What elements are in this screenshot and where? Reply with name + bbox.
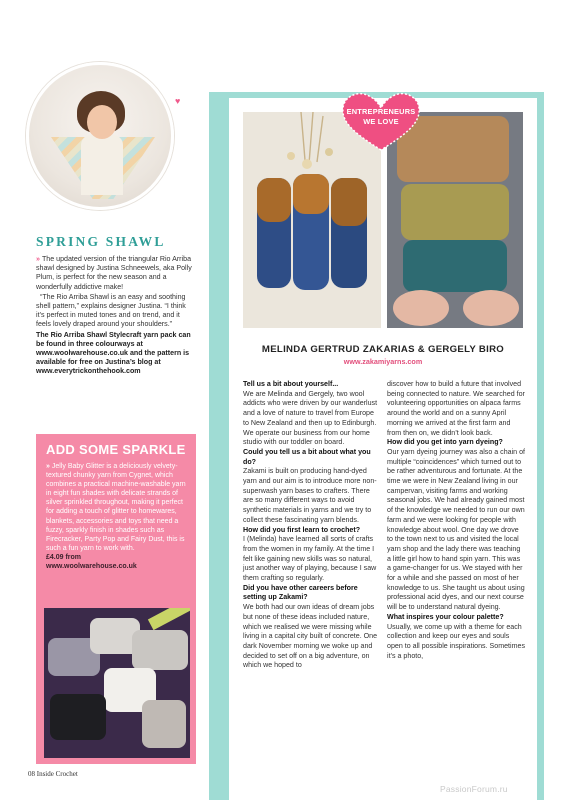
arrow-icon: » [36, 255, 40, 263]
watermark: PassionForum.ru [440, 784, 508, 794]
zakami-url: www.zakamiyarns.com [343, 357, 423, 366]
magazine-name: Inside Crochet [36, 770, 78, 778]
spring-shawl-text: » The updated version of the triangular Rio Arriba shawl designed by Justina Schneewels, aka Polly Plum, is perfect for the new season and a wonderfully addictive make! “The Rio Arriba Shawl is an easy and soothing shell pattern,” explains designer Justina. “I think it’s perfect in muted tones and on trend, and it feels lovely draped around your shoulders.” The Rio Arriba Shawl Stylecraft yarn pack can be found in three colourways at www.woolwarehouse.co.uk and the pattern is available for free on Justina’s blog at www.everytrickonthehook.com [36, 255, 196, 378]
interview-question: Did you have other careers before setting up Zakami? [243, 583, 358, 602]
interview-answer: We are Melinda and Gergely, two wool addicts who were driven by our wanderlust and a love of nature to travel from Europe to New Zealand and then up to Edinburgh. We operate our business from our home studio with our toddler on board. [243, 389, 378, 447]
spring-shawl-title: SPRING SHAWL [36, 234, 166, 249]
entrepreneurs-heart-badge [339, 90, 423, 152]
interview-answer: Our yarn dyeing journey was also a chain of multiple “coincidences” which turned out to be rather adventurous and fortunate. At the time we were in New Zealand living in our campervan, visiting farms and working seasonal jobs. We had already gained most of the knowledge we needed to run our own farm and we were looking for people with knowledge about wool. One day we drove to the town next to us and visited the local yarn shop and the lady there was teaching a little girl how to hand spin yarn. This was a game-changer for us. We stayed with her for a while and she passed on most of her knowledge to us. She taught us about using professional acid dyes, and our next course will be to understand natural dyeing. [387, 447, 526, 612]
interview-question: How did you get into yarn dyeing? [387, 438, 503, 447]
spring-shawl-availability: The Rio Arriba Shawl Stylecraft yarn pack can be found in three colourways at www.woolwarehouse.co.uk and the pattern is available for free on Justina’s blog at www.everytrickonthehook.com [36, 330, 191, 376]
interview-answer: I (Melinda) have learned all sorts of crafts from the women in my family. At the time I felt like gaining new skills was so natural, just another way of playing, because I saw them crafting so regularly. [243, 535, 377, 583]
badge-text: ENTREPRENEURS WE LOVE [346, 107, 416, 126]
page-number: 08 [28, 770, 35, 778]
sparkle-text: » Jelly Baby Glitter is a deliciously velvety-textured chunky yarn from Cygnet, which combines a practical machine-washable yarn in eight fun shades with delicate strands of silver sprinkled throughout, making it perfect for adding a touch of glitter to homewares, blankets, accessories and toys that need a fuzzy, sparkly finish in shades such as Firecracker, Party Pop and Fairy Dust, this is such a fun yarn to work with. £4.09 from www.woolwarehouse.co.uk [46, 463, 186, 571]
interview-question: Tell us a bit about yourself... [243, 380, 339, 388]
glitter-yarn-photo [44, 608, 190, 758]
page-footer [28, 770, 78, 778]
interview-question: How did you first learn to crochet? [243, 525, 361, 534]
interview-answer: Usually, we come up with a theme for each collection and keep our eyes and souls open to all possible inspirations. Sometimes it’s a photo, [387, 622, 526, 660]
designer-portrait-photo [26, 62, 174, 210]
interview-answer: Zakami is built on producing hand-dyed yarn and our aim is to introduce more non-superwash yarn bases to crafters. There are so many different ways to avoid synthetic materials in yarns and we try to collect these fascinating yarn blends. [243, 467, 377, 524]
entrepreneur-names: MELINDA GERTRUD ZAKARIAS & GERGELY BIRO [261, 344, 505, 355]
add-some-sparkle-box [36, 434, 196, 764]
arrow-icon: » [46, 463, 50, 470]
sparkle-title: ADD SOME SPARKLE [46, 442, 186, 457]
heart-icon: ♥ [175, 96, 181, 106]
interview-answer: We both had our own ideas of dream jobs but none of these ideas included nature, which we realised we were missing while living in a capital city built of concrete. One dark November morning we woke up and decided to set off on a big adventure, on which we hoped to [243, 603, 378, 670]
sparkle-site: www.woolwarehouse.co.uk [46, 563, 137, 571]
dotted-divider [199, 92, 205, 792]
interview-column-2 [387, 380, 525, 661]
interview-answer: discover how to build a future that involved being connected to nature. We searched for volunteering opportunities on alpaca farms around the world and on a sunny April morning we arrived at the first farm and from then on, we didn’t look back. [387, 380, 525, 437]
interview-column-1 [243, 380, 381, 671]
interview-question: Could you tell us a bit about what you do? [243, 447, 371, 466]
sparkle-price: £4.09 from [46, 553, 82, 561]
interview-question: What inspires your colour palette? [387, 612, 504, 621]
